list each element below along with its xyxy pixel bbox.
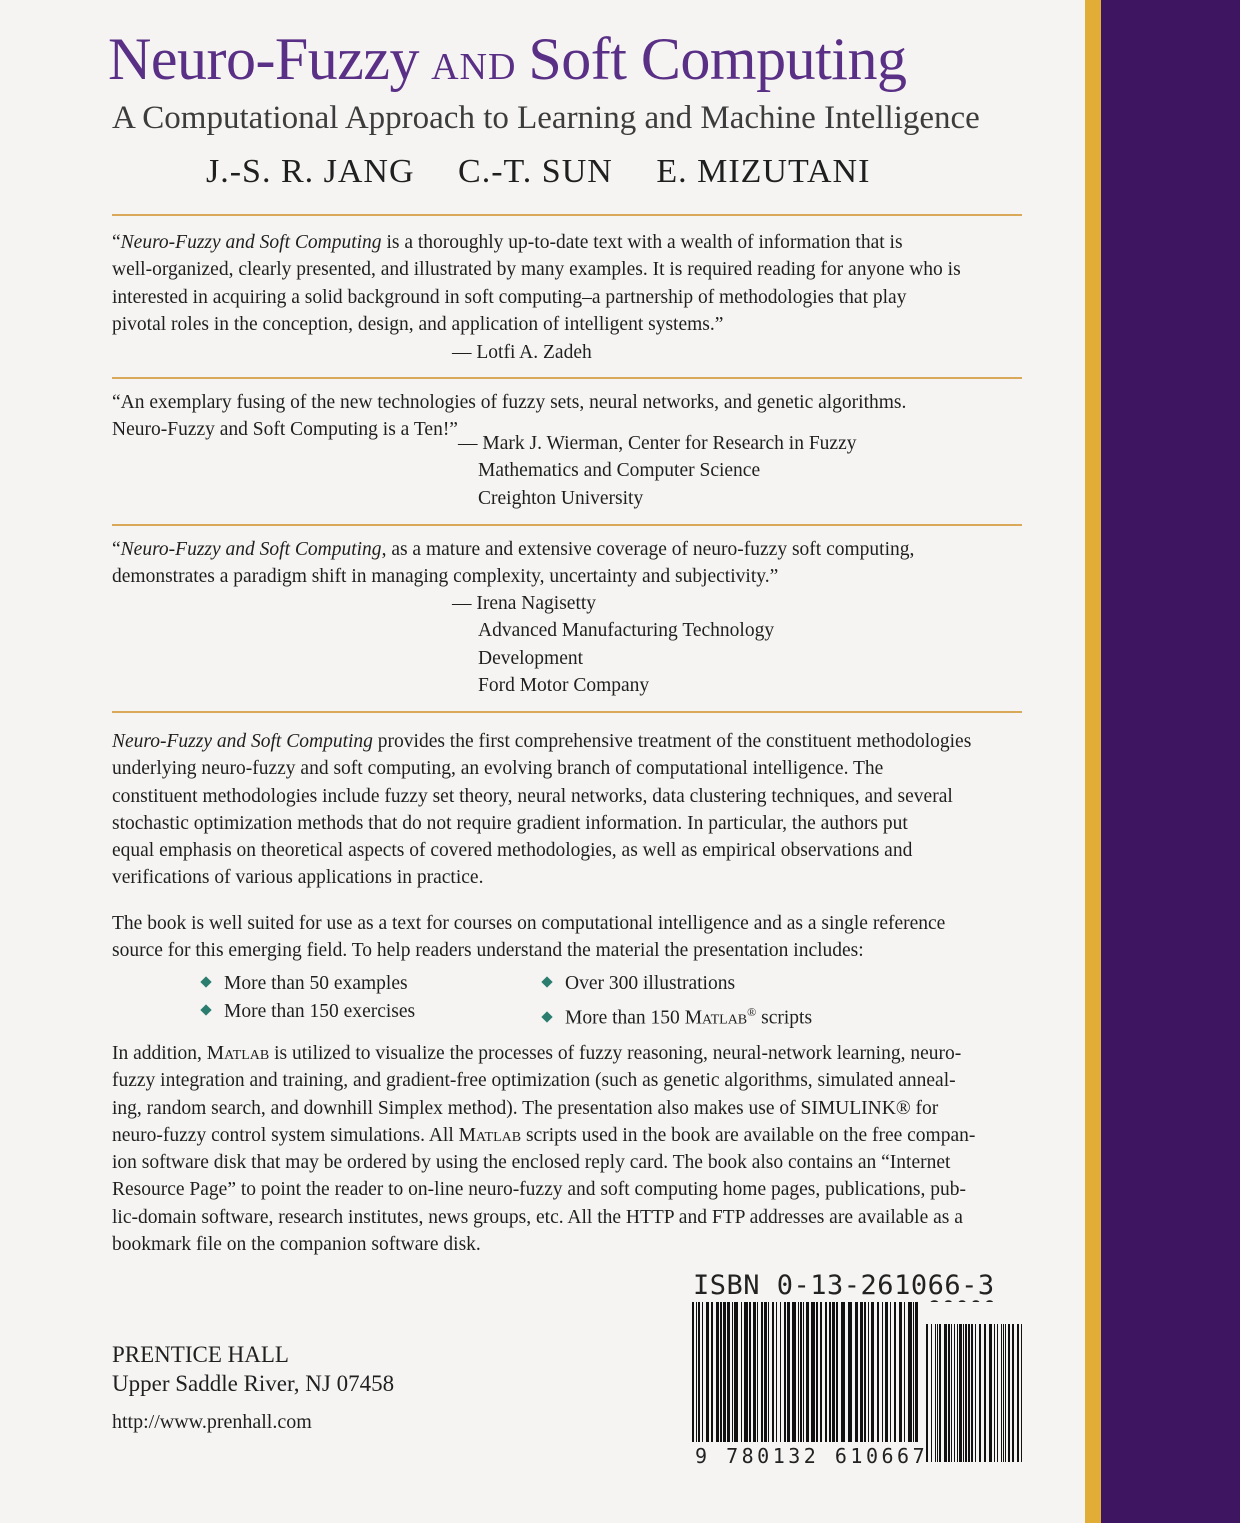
barcode-bar: [787, 1302, 790, 1442]
paragraph-line: ing, random search, and downhill Simplex method). The presentation also makes use of SIMULINK® for: [112, 1097, 939, 1119]
barcode-bar: [702, 1302, 703, 1442]
paragraph-text: In addition,: [112, 1043, 207, 1064]
barcode-addon-bar: [979, 1324, 981, 1462]
matlab-smallcaps: Matlab: [458, 1124, 522, 1146]
purple-stripe: [1101, 0, 1240, 1523]
paragraph-line: [112, 1040, 1072, 1067]
quote-line: Neuro-Fuzzy and Soft Computing is a Ten!”: [112, 419, 458, 441]
barcode-bar: [772, 1302, 774, 1442]
publisher-name: PRENTICE HALL: [112, 1342, 289, 1367]
barcode-addon-bar: [968, 1324, 970, 1462]
barcode-bar: [890, 1302, 891, 1442]
diamond-bullet-icon: [541, 976, 552, 987]
barcode-bar: [829, 1302, 831, 1442]
barcode-bar: [711, 1302, 713, 1442]
barcode-bar: [768, 1302, 769, 1442]
paragraph-line: equal emphasis on theoretical aspects of covered methodologies, as well as empirical observations and: [112, 840, 913, 862]
barcode-bar: [741, 1302, 742, 1442]
barcode-addon-bar: [1003, 1324, 1004, 1462]
barcode-addon-bar: [989, 1324, 992, 1462]
barcode-bar: [913, 1302, 914, 1442]
barcode-bar: [871, 1302, 874, 1442]
quote-attribution: — Lotfi A. Zadeh: [452, 342, 592, 363]
barcode-bar: [882, 1302, 883, 1442]
divider-rule: [112, 711, 1022, 713]
barcode-bar: [885, 1302, 888, 1442]
divider-rule: [112, 214, 1022, 216]
barcode-addon-bar: [951, 1324, 952, 1462]
paragraph-line: [112, 728, 1072, 755]
barcode-addon-bar: [963, 1324, 964, 1462]
barcode-addon-bar: [1001, 1324, 1002, 1462]
paragraph-line: constituent methodologies include fuzzy set theory, neural networks, data clustering techniques, and several: [112, 785, 953, 807]
barcode-addon-bar: [954, 1324, 955, 1462]
barcode-bar: [692, 1302, 694, 1442]
attribution-line: — Irena Nagisetty: [452, 593, 597, 614]
attribution-line: — Mark J. Wierman, Center for Research in Fuzzy: [458, 433, 857, 454]
barcode-addon-bar: [1008, 1324, 1010, 1462]
quote-line: demonstrates a paradigm shift in managing complexity, uncertainty and subjectivity.”: [112, 566, 779, 588]
paragraph-line: source for this emerging field. To help readers understand the material the presentation includes:: [112, 940, 864, 962]
barcode-bar: [864, 1302, 866, 1442]
barcode-addon-bar: [948, 1324, 950, 1462]
barcode-bar: [800, 1302, 802, 1442]
isbn-label: ISBN 0-13-261066-3: [693, 1270, 995, 1301]
barcode-bar: [832, 1302, 835, 1442]
barcode-addon-bar: [1017, 1324, 1019, 1462]
barcode-bar: [749, 1302, 751, 1442]
barcode-addon-bar: [937, 1324, 938, 1462]
book-title-italic: Neuro-Fuzzy and Soft Computing: [112, 731, 373, 752]
barcode-bar: [757, 1302, 758, 1442]
quote-line: pivotal roles in the conception, design, and application of intelligent systems.”: [112, 313, 724, 335]
barcode-bar: [753, 1302, 756, 1442]
publisher-url: http://www.prenhall.com: [112, 1411, 312, 1433]
barcode-addon-bar: [1012, 1324, 1014, 1462]
paragraph-line: ion software disk that may be ordered by using the enclosed reply card. The book also contains an “Internet: [112, 1152, 951, 1174]
paragraph-line: bookmark file on the companion software disk.: [112, 1234, 481, 1256]
book-title: [108, 20, 906, 106]
quote-zadeh: [112, 229, 1072, 338]
suited-paragraph: [112, 910, 1072, 965]
paragraph-text: is utilized to visualize the processes of fuzzy reasoning, neural-network learning, neuro-: [269, 1043, 962, 1064]
barcode-addon-bar: [944, 1324, 947, 1462]
barcode-addon-bar: [971, 1324, 973, 1462]
feature-item: [543, 970, 812, 998]
barcode-bar: [904, 1302, 905, 1442]
feature-item: [202, 998, 415, 1026]
barcode-addon-bar: [931, 1324, 932, 1462]
attribution-line: Ford Motor Company: [478, 674, 650, 696]
publisher-address: Upper Saddle River, NJ 07458: [112, 1371, 395, 1396]
quote-line: “Neuro-Fuzzy and Soft Computing, as a mature and extensive coverage of neuro-fuzzy soft computing,: [112, 539, 915, 560]
barcode-bar: [780, 1302, 781, 1442]
paragraph-text: scripts used in the book are available on the free compan-: [521, 1124, 976, 1146]
barcode-bar: [811, 1302, 815, 1442]
attribution-line: Development: [478, 647, 584, 669]
paragraph-text: neuro-fuzzy control system simulations. All: [112, 1124, 459, 1146]
feature-text: More than 50 examples: [224, 973, 408, 994]
barcode-bar: [806, 1302, 809, 1442]
gold-stripe: [1085, 0, 1101, 1523]
barcode-addon-bar: [939, 1324, 941, 1462]
book-title-italic: Neuro-Fuzzy and Soft Computing: [120, 539, 382, 560]
barcode-addon-bar: [997, 1324, 998, 1462]
author-2: C.-T. SUN: [458, 153, 613, 190]
barcode-bar: [698, 1302, 700, 1442]
barcode-bar: [776, 1302, 777, 1442]
barcode-bar: [723, 1302, 726, 1442]
barcode-addon-bar: [975, 1324, 976, 1462]
diamond-bullet-icon: [541, 1011, 552, 1022]
barcode-bar: [720, 1302, 722, 1442]
barcode-addon-bar: [965, 1324, 967, 1462]
barcode-bar: [908, 1302, 912, 1442]
barcode-bar: [792, 1302, 796, 1442]
paragraph-text: provides the first comprehensive treatment of the constituent methodologies: [372, 731, 972, 752]
quote-nagisetty: [112, 536, 1072, 591]
divider-rule: [112, 524, 1022, 526]
barcode-addon-bar: [959, 1324, 962, 1462]
barcode-bar: [716, 1302, 719, 1442]
barcode-bar: [868, 1302, 869, 1442]
title-part-2: Soft Computing: [528, 26, 907, 92]
barcode-addon-bar: [935, 1324, 936, 1462]
barcode-addon-bar: [1021, 1324, 1022, 1462]
barcode-graphic: [690, 1302, 1030, 1462]
barcode-bar: [816, 1302, 818, 1442]
diamond-bullet-icon: [200, 1004, 211, 1015]
barcode-bar: [803, 1302, 804, 1442]
barcode-bar: [784, 1302, 786, 1442]
barcode-addon-bar: [984, 1324, 986, 1462]
feature-item: [543, 998, 812, 1033]
attribution-line: Advanced Manufacturing Technology: [478, 620, 775, 642]
barcode-bar: [877, 1302, 879, 1442]
book-subtitle: A Computational Approach to Learning and Machine Intelligence: [112, 100, 980, 136]
quote-text: is a thoroughly up-to-date text with a wealth of information that is: [381, 232, 903, 253]
feature-text: More than 150: [565, 1007, 685, 1029]
feature-text: Over 300 illustrations: [565, 973, 736, 994]
paragraph-line: stochastic optimization methods that do not require gradient information. In particular, the authors put: [112, 812, 908, 834]
paragraph-line: Resource Page” to point the reader to on-line neuro-fuzzy and soft computing home pages, publications, pub-: [112, 1179, 966, 1201]
diamond-bullet-icon: [200, 976, 211, 987]
paragraph-line: [112, 1122, 1072, 1149]
quote-attribution: [452, 590, 774, 699]
barcode-bar: [727, 1302, 730, 1442]
paragraph-line: fuzzy integration and training, and gradient-free optimization (such as genetic algorithms, simulated anneal-: [112, 1070, 956, 1092]
paragraph-line: The book is well suited for use as a text for courses on computational intelligence and as a single reference: [112, 913, 946, 934]
barcode-addon-bar: [1005, 1324, 1006, 1462]
barcode-bar: [836, 1302, 838, 1442]
barcode-bar: [855, 1302, 858, 1442]
divider-rule: [112, 377, 1022, 379]
barcode-bar: [798, 1302, 799, 1442]
quote-text: , as a mature and extensive coverage of neuro-fuzzy soft computing,: [381, 539, 915, 560]
feature-text: scripts: [756, 1007, 813, 1029]
barcode-bar: [894, 1302, 896, 1442]
quote-line: interested in acquiring a solid background in soft computing–a partnership of methodologies that play: [112, 286, 907, 308]
barcode-bar: [734, 1302, 738, 1442]
barcode-bar: [732, 1302, 733, 1442]
barcode-addon-bar: [994, 1324, 995, 1462]
paragraph-line: lic-domain software, research institutes, news groups, etc. All the HTTP and FTP addresses are available as a: [112, 1206, 963, 1228]
author-1: J.-S. R. JANG: [206, 153, 415, 190]
feature-list-right: [543, 970, 812, 1033]
quote-attribution: [458, 430, 856, 512]
feature-item: [202, 970, 415, 998]
registered-mark: ®: [747, 1005, 757, 1019]
barcode-bar: [744, 1302, 748, 1442]
quote-line: “An exemplary fusing of the new technologies of fuzzy sets, neural networks, and genetic algorithms.: [112, 392, 907, 413]
barcode-bar: [825, 1302, 827, 1442]
barcode-addon-bar: [957, 1324, 958, 1462]
ean-number: 9 780132 610667: [695, 1444, 929, 1468]
barcode-bar: [899, 1302, 902, 1442]
barcode-bar: [696, 1302, 697, 1442]
book-title-italic: Neuro-Fuzzy and Soft Computing: [120, 232, 382, 253]
barcode-bar: [860, 1302, 863, 1442]
description-paragraph: [112, 728, 1072, 892]
paragraph-line: verifications of various applications in practice.: [112, 867, 484, 889]
attribution-line: Mathematics and Computer Science: [478, 460, 761, 482]
matlab-smallcaps: Matlab: [684, 1007, 748, 1029]
feature-list-left: [202, 970, 415, 1026]
barcode-bar: [841, 1302, 845, 1442]
author-3: E. MIZUTANI: [656, 153, 871, 190]
authors: [206, 150, 904, 194]
matlab-smallcaps: Matlab: [206, 1043, 270, 1064]
paragraph-line: underlying neuro-fuzzy and soft computing, an evolving branch of computational intelligence. The: [112, 758, 884, 780]
quote-line: “Neuro-Fuzzy and Soft Computing is a thoroughly up-to-date text with a wealth of information that is: [112, 232, 903, 253]
attribution-line: Creighton University: [478, 487, 644, 509]
barcode-bar: [848, 1302, 852, 1442]
title-and: AND: [431, 46, 517, 88]
barcode-bar: [764, 1302, 767, 1442]
barcode-bar: [820, 1302, 822, 1442]
barcode-addon-bar: [926, 1324, 928, 1462]
barcode-bar: [706, 1302, 709, 1442]
feature-text: More than 150 exercises: [224, 1001, 416, 1022]
barcode-bar: [915, 1302, 918, 1442]
quote-line: well-organized, clearly presented, and illustrated by many examples. It is required reading for anyone who is: [112, 259, 961, 281]
barcode-bar: [761, 1302, 763, 1442]
addition-paragraph: [112, 1040, 1072, 1258]
title-part-1: Neuro-Fuzzy: [108, 26, 420, 92]
